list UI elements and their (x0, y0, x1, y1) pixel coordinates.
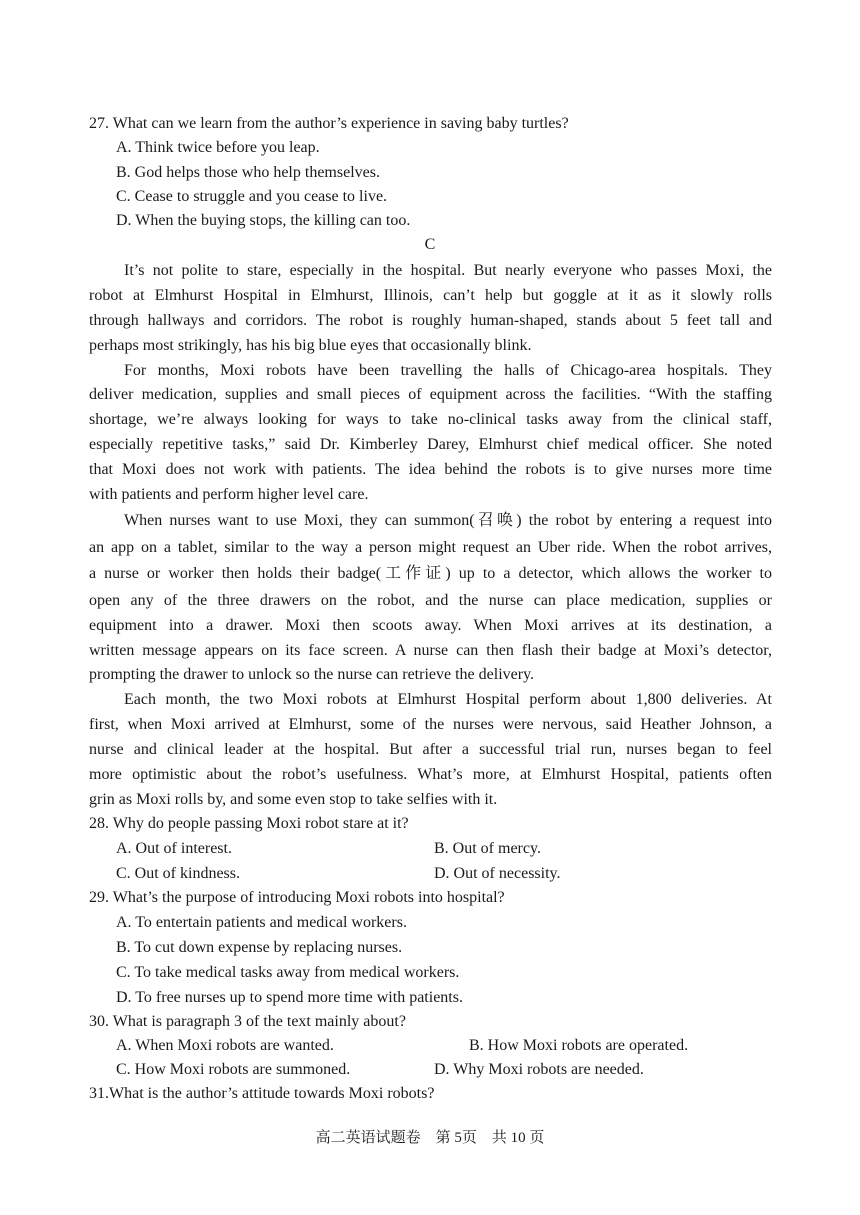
passage-p3-line: written message appears on its face screen. A nurse can then flash their badge at Moxi’s detector, (89, 642, 772, 659)
passage-p2-line: especially repetitive tasks,” said Dr. Kimberley Darey, Elmhurst chief medical officer. She noted (89, 436, 772, 453)
passage-p4-line: more optimistic about the robot’s usefulness. What’s more, at Elmhurst Hospital, patients often (89, 766, 772, 783)
passage-p1-line: robot at Elmhurst Hospital in Elmhurst, Illinois, can’t help but goggle at it as it slowly rolls (89, 287, 772, 304)
passage-p2-line: with patients and perform higher level care. (89, 486, 369, 503)
q29-option-c: C. To take medical tasks away from medical workers. (116, 964, 460, 981)
q28-option-c: C. Out of kindness. (116, 865, 240, 882)
passage-p1-line: perhaps most strikingly, has his big blue eyes that occasionally blink. (89, 337, 532, 354)
q28-option-b: B. Out of mercy. (434, 840, 541, 857)
passage-p1-line: It’s not polite to stare, especially in the hospital. But nearly everyone who passes Moxi, the (124, 262, 772, 279)
passage-p4-line: nurse and clinical leader at the hospital. But after a successful trial run, nurses began to feel (89, 741, 772, 758)
passage-p1-line: through hallways and corridors. The robot is roughly human-shaped, stands about 5 feet tall and (89, 312, 772, 329)
q30-option-b: B. How Moxi robots are operated. (469, 1037, 689, 1054)
q27-option-c: C. Cease to struggle and you cease to live. (116, 188, 388, 205)
q27-option-b: B. God helps those who help themselves. (116, 164, 380, 181)
q30-option-a: A. When Moxi robots are wanted. (116, 1037, 334, 1054)
q28-option-a: A. Out of interest. (116, 840, 232, 857)
passage-p3-line: When nurses want to use Moxi, they can summon(召唤) the robot by entering a request into (124, 512, 772, 529)
passage-p2-line: For months, Moxi robots have been travelling the halls of Chicago-area hospitals. They (124, 362, 772, 379)
passage-p4-line: grin as Moxi rolls by, and some even stop to take selfies with it. (89, 791, 498, 808)
q27-option-d: D. When the buying stops, the killing can too. (116, 212, 411, 229)
q29-option-d: D. To free nurses up to spend more time with patients. (116, 989, 463, 1006)
q30-option-c: C. How Moxi robots are summoned. (116, 1061, 351, 1078)
q30-option-d: D. Why Moxi robots are needed. (434, 1061, 644, 1078)
page-footer: 高二英语试题卷 第 5页 共 10 页 (315, 1130, 545, 1146)
q29-option-b: B. To cut down expense by replacing nurses. (116, 939, 403, 956)
passage-p2-line: shortage, we’re always looking for ways to take no-clinical tasks away from the clinical staff, (89, 411, 772, 428)
question-31: 31.What is the author’s attitude towards Moxi robots? (89, 1085, 435, 1102)
section-label: C (424, 236, 436, 253)
q29-option-a: A. To entertain patients and medical workers. (116, 914, 407, 931)
passage-p4-line: first, when Moxi arrived at Elmhurst, some of the nurses were nervous, said Heather Johnson, a (89, 716, 772, 733)
passage-p4-line: Each month, the two Moxi robots at Elmhurst Hospital perform about 1,800 deliveries. At (124, 691, 772, 708)
question-30: 30. What is paragraph 3 of the text mainly about? (89, 1013, 406, 1030)
passage-p3-line: an app on a tablet, similar to the way a person might request an Uber ride. When the robot arrives, (89, 539, 772, 556)
passage-p3-line: open any of the three drawers on the robot, and the nurse can place medication, supplies or (89, 592, 772, 609)
question-27: 27. What can we learn from the author’s experience in saving baby turtles? (89, 115, 569, 132)
passage-p3-line: a nurse or worker then holds their badge(工作证) up to a detector, which allows the worker to (89, 565, 772, 582)
passage-p3-line: prompting the drawer to unlock so the nurse can retrieve the delivery. (89, 666, 535, 683)
passage-p2-line: deliver medication, supplies and small pieces of equipment across the facilities. “With the staffing (89, 386, 772, 403)
question-29: 29. What’s the purpose of introducing Moxi robots into hospital? (89, 889, 505, 906)
q28-option-d: D. Out of necessity. (434, 865, 561, 882)
q27-option-a: A. Think twice before you leap. (116, 139, 320, 156)
passage-p3-line: equipment into a drawer. Moxi then scoots away. When Moxi arrives at its destination, a (89, 617, 772, 634)
passage-p2-line: that Moxi does not work with patients. The idea behind the robots is to give nurses more time (89, 461, 772, 478)
question-28: 28. Why do people passing Moxi robot stare at it? (89, 815, 409, 832)
